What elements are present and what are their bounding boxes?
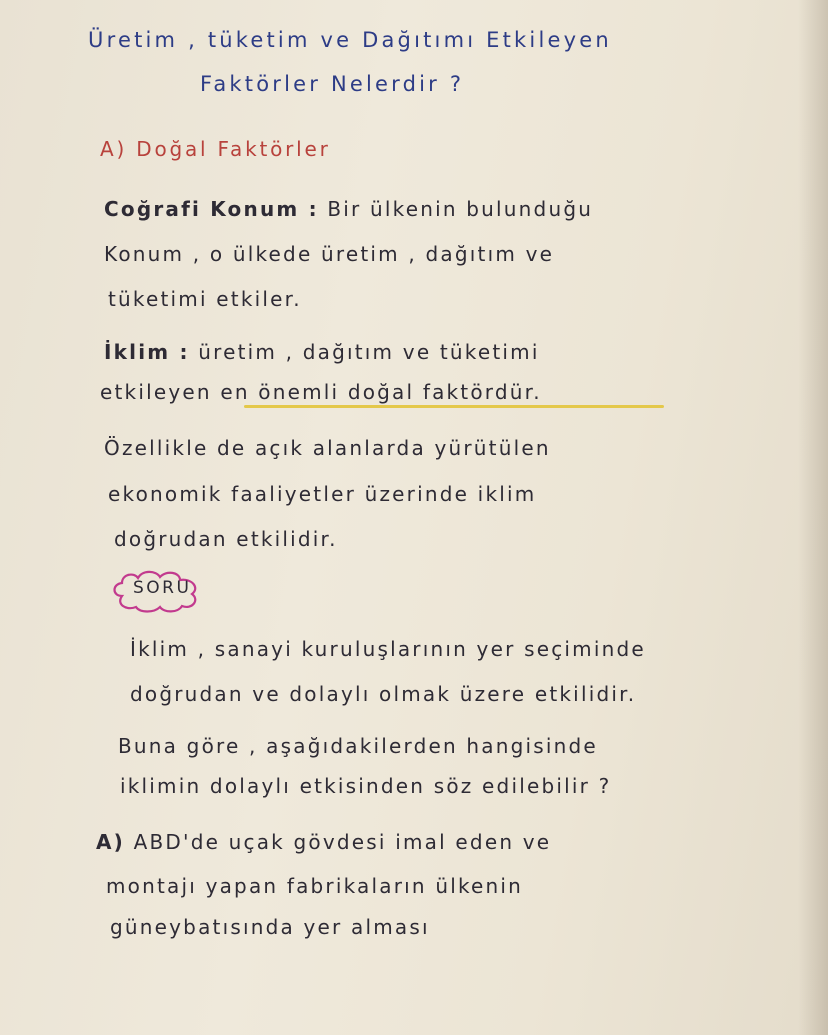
iklim-line-4: ekonomik faaliyetler üzerinde iklim xyxy=(108,482,537,506)
option-a-line-1 xyxy=(96,830,551,854)
title-line-1: Üretim , tüketim ve Dağıtımı Etkileyen xyxy=(88,28,612,52)
iklim-line-1 xyxy=(104,340,540,364)
page-edge-shadow xyxy=(798,0,828,1035)
cografi-konum-line-3: tüketimi etkiler. xyxy=(108,287,302,311)
soru-line-4: iklimin dolaylı etkisinden söz edilebilir ? xyxy=(120,774,612,798)
iklim-line-3: Özellikle de açık alanlarda yürütülen xyxy=(104,436,551,460)
option-a-line-3: güneybatısında yer alması xyxy=(110,915,430,939)
option-a-line-2: montajı yapan fabrikaların ülkenin xyxy=(106,874,524,898)
cografi-konum-line-1 xyxy=(104,197,593,221)
cografi-konum-text: Bir ülkenin bulunduğu xyxy=(327,197,594,221)
iklim-line-5: doğrudan etkilidir. xyxy=(114,527,338,551)
soru-line-1: İklim , sanayi kuruluşlarının yer seçiminde xyxy=(130,637,646,661)
iklim-text: üretim , dağıtım ve tüketimi xyxy=(198,340,540,364)
option-a-label: A) xyxy=(96,830,126,854)
iklim-term: İklim : xyxy=(104,340,190,364)
cografi-konum-term: Coğrafi Konum : xyxy=(104,197,319,221)
soru-label: SORU xyxy=(133,578,192,598)
title-line-2: Faktörler Nelerdir ? xyxy=(200,72,465,96)
soru-line-3: Buna göre , aşağıdakilerden hangisinde xyxy=(118,734,598,758)
option-a-text: ABD'de uçak gövdesi imal eden ve xyxy=(133,830,552,854)
section-heading: A) Doğal Faktörler xyxy=(100,137,331,161)
cografi-konum-line-2: Konum , o ülkede üretim , dağıtım ve xyxy=(104,242,555,266)
highlight-underline xyxy=(244,405,664,408)
soru-line-2: doğrudan ve dolaylı olmak üzere etkilidir. xyxy=(130,682,637,706)
iklim-line-2: etkileyen en önemli doğal faktördür. xyxy=(100,380,542,404)
